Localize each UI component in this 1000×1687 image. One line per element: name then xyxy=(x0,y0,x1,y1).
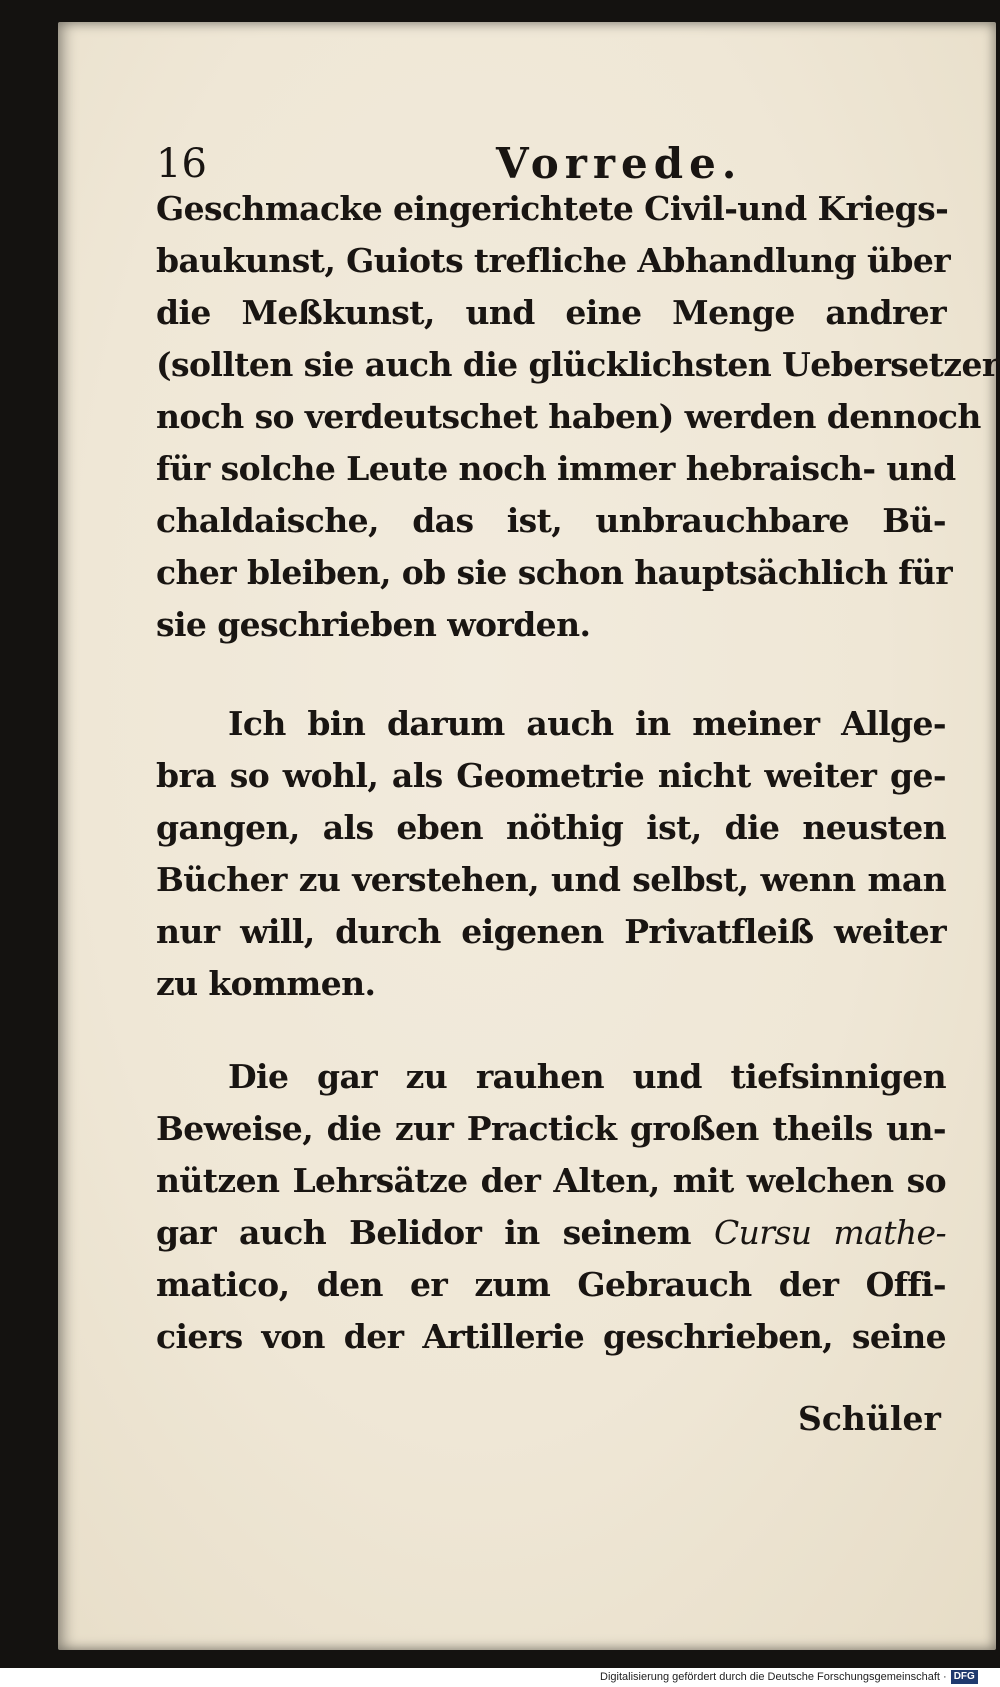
text-line: Bücher zu verstehen, und selbst, wenn man xyxy=(156,860,946,899)
latin-phrase: Cursu mathe- xyxy=(713,1213,946,1252)
text-line-with-latin xyxy=(156,1206,946,1260)
page-text xyxy=(58,22,999,1650)
text-line: sie geschrieben worden. xyxy=(156,605,591,644)
text-line: nur will, durch eigenen Privatfleiß weiter xyxy=(156,912,946,951)
text-line: Beweise, die zur Practick großen theils un- xyxy=(156,1109,946,1148)
running-title: Vorrede. xyxy=(496,139,743,188)
text-line: Geschmacke eingerichtete Civil-und Kriegs- xyxy=(156,189,949,228)
catchword: Schüler xyxy=(798,1399,941,1438)
text-line: nützen Lehrsätze der Alten, mit welchen so xyxy=(156,1161,946,1200)
text-line: ciers von der Artillerie geschrieben, seine xyxy=(156,1317,946,1356)
text-line: Die gar zu rauhen und tiefsinnigen xyxy=(228,1057,946,1096)
text-line: gangen, als eben nöthig ist, die neusten xyxy=(156,808,946,847)
text-fragment: gar auch Belidor in seinem xyxy=(156,1213,691,1252)
text-line: baukunst, Guiots trefliche Abhandlung über xyxy=(156,241,951,280)
credit-text: Digitalisierung gefördert durch die Deutsche Forschungsgemeinschaft · xyxy=(600,1671,947,1683)
text-line: zu kommen. xyxy=(156,964,376,1003)
text-line: für solche Leute noch immer hebraisch- und xyxy=(156,449,956,488)
text-line: bra so wohl, als Geometrie nicht weiter ge- xyxy=(156,756,946,795)
text-line: (sollten sie auch die glücklichsten Uebersetzer xyxy=(156,345,999,384)
dfg-logo: DFG xyxy=(951,1670,978,1684)
digitization-credit xyxy=(600,1668,995,1687)
text-line: Ich bin darum auch in meiner Allge- xyxy=(228,704,946,743)
text-line: cher bleiben, ob sie schon hauptsächlich für xyxy=(156,553,953,592)
text-line: chaldaische, das ist, unbrauchbare Bü- xyxy=(156,501,946,540)
page-number: 16 xyxy=(156,141,207,187)
book-page xyxy=(58,22,999,1650)
text-line: matico, den er zum Gebrauch der Offi- xyxy=(156,1265,946,1304)
text-line: die Meßkunst, und eine Menge andrer xyxy=(156,293,946,332)
text-line: noch so verdeutschet haben) werden dennoch xyxy=(156,397,981,436)
